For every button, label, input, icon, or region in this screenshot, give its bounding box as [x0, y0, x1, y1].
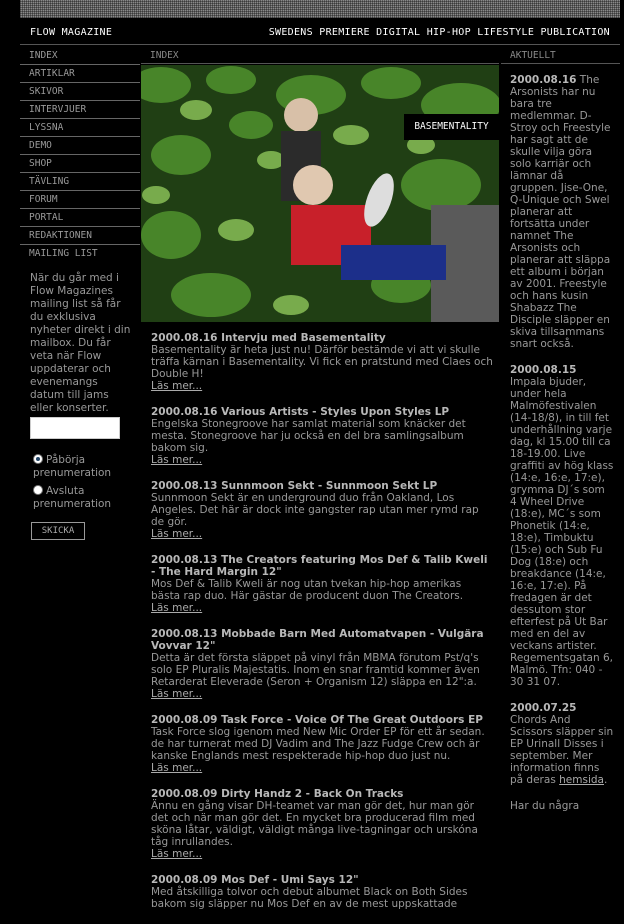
- read-more-link[interactable]: Läs mer...: [151, 380, 203, 392]
- unsubscribe-label: Avsluta prenumeration: [33, 485, 112, 510]
- read-more-link[interactable]: Läs mer...: [151, 602, 203, 614]
- article-title[interactable]: 2000.08.13 The Creators featuring Mos Def & Talib Kweli - The Hard Margin 12": [151, 554, 488, 578]
- article-summary: Med åtskilliga tolvor och debut albumet Black on Both Sides bakom sig släpper nu Mos Def en av de mest uppskattade: [151, 886, 468, 910]
- submit-button[interactable]: SKICKA: [31, 522, 85, 540]
- nav-item-forum[interactable]: FORUM: [20, 191, 140, 209]
- list-item: [151, 874, 493, 910]
- mailing-list-description: När du går med i Flow Magazines mailing list så får du exklusiva nyheter direkt i din mailbox. Du får veta när Flow uppdaterar och evenemangs datum till jams eller konserter.: [30, 272, 131, 414]
- article-title[interactable]: 2000.08.16 Intervju med Basementality: [151, 332, 386, 344]
- nav-item-shop[interactable]: SHOP: [20, 155, 140, 173]
- news-item: [510, 800, 614, 812]
- top-pattern-bar: [20, 0, 620, 18]
- nav-item-index[interactable]: INDEX: [20, 47, 140, 65]
- news-column: [510, 74, 614, 826]
- news-date: 2000.08.15: [510, 364, 577, 376]
- list-item: [151, 332, 493, 392]
- read-more-link[interactable]: Läs mer...: [151, 848, 203, 860]
- nav-item-skivor[interactable]: SKIVOR: [20, 83, 140, 101]
- list-item: [151, 480, 493, 540]
- feature-photo[interactable]: [141, 65, 499, 322]
- nav-item-redaktionen[interactable]: REDAKTIONEN: [20, 227, 140, 245]
- feature-photo-illustration: [141, 65, 499, 322]
- nav-item-tavling[interactable]: TÄVLING: [20, 173, 140, 191]
- nav-item-portal[interactable]: PORTAL: [20, 209, 140, 227]
- list-item: [151, 788, 493, 860]
- news-text: Har du några: [510, 800, 580, 812]
- list-item: [151, 406, 493, 466]
- read-more-link[interactable]: Läs mer...: [151, 688, 203, 700]
- site-header: [20, 24, 620, 45]
- news-item: [510, 74, 614, 350]
- article-title[interactable]: 2000.08.13 Sunnmoon Sekt - Sunnmoon Sekt LP: [151, 480, 438, 492]
- site-tagline: SWEDENS PREMIERE DIGITAL HIP-HOP LIFESTYLE PUBLICATION: [268, 27, 610, 38]
- news-text: Impala bjuder, under hela Malmöfestivalen (14-18/8), in till fet underhållning varje dag, kl 15.00 till ca 18-19.00. Live graffiti av hög klass (14:e, 16:e, 17:e), grymma DJ´s som 4 Wheel Drive (18:e), MC´s som Phonetik (14:e, 18:e), Timbuktu (15:e) och Sub Fu Dog (18:e) och breakdance (14:e, 16:e, 17:e). På fredagen är det dessutom stor efterfest på Ut Bar med en del av veckans artister. Regementsgatan 6, Malmö. Tfn: 040 - 30 31 07.: [510, 376, 614, 688]
- left-nav: [20, 47, 140, 262]
- news-text: The Arsonists har nu bara tre medlemmar. D-Stroy och Freestyle har sagt att de skulle vilja göra solo karriär och lämnar då gruppen. Jise-One, Q-Unique och Swel planerar att fortsätta under namnet The Arsonists och planerar att släppa ett album i början av 2001. Freestyle och hans kusin Shabazz The Disciple släpper en skiva tillsammans snart också.: [510, 74, 611, 350]
- subscribe-option[interactable]: [33, 454, 133, 480]
- center-heading: INDEX: [141, 47, 499, 64]
- news-item: [510, 364, 614, 688]
- article-summary: Detta är det första släppet på vinyl från MBMA förutom Pst/q's solo EP Pluralis Majestatis. Inom en snar framtid kommer även Retarderat Eleverade (Seron + Organism 12) släppa en 12":a.: [151, 652, 480, 688]
- article-title[interactable]: 2000.08.09 Mos Def - Umi Says 12": [151, 874, 359, 886]
- article-summary: Basementality är heta just nu! Därför bestämde vi att vi skulle träffa kärnan i Basementality. Vi fick en pratstund med Claes och Double H!: [151, 344, 493, 380]
- nav-item-artiklar[interactable]: ARTIKLAR: [20, 65, 140, 83]
- news-text: Chords And Scissors släpper sin EP Urinall Disses i september. Mer information finns på deras: [510, 714, 614, 786]
- email-field[interactable]: [30, 417, 120, 439]
- article-title[interactable]: 2000.08.16 Various Artists - Styles Upon Styles LP: [151, 406, 450, 418]
- site-title: FLOW MAGAZINE: [30, 27, 113, 38]
- subscribe-radio[interactable]: [33, 454, 43, 464]
- nav-item-lyssna[interactable]: LYSSNA: [20, 119, 140, 137]
- nav-item-demo[interactable]: DEMO: [20, 137, 140, 155]
- news-date: 2000.07.25: [510, 702, 577, 714]
- article-summary: Task Force slog igenom med New Mic Order EP för ett år sedan. de har turnerat med DJ Vadim and The Jazz Fudge Crew och är kanske Englands mest respekterade hip-hop duo just nu.: [151, 726, 485, 762]
- article-summary: Ännu en gång visar DH-teamet var man gör det, hur man gör det och när man gör det. En mycket bra producerad film med sköna låtar, väldigt, väldigt många live-tagningar och urskóna tåg inrullandes.: [151, 800, 478, 848]
- news-text-tail: .: [603, 774, 608, 786]
- unsubscribe-radio[interactable]: [33, 485, 43, 495]
- photo-caption: BASEMENTALITY: [404, 114, 499, 140]
- article-title[interactable]: 2000.08.13 Mobbade Barn Med Automatvapen - Vulgära Vovvar 12": [151, 628, 484, 652]
- article-title[interactable]: 2000.08.09 Dirty Handz 2 - Back On Tracks: [151, 788, 404, 800]
- list-item: [151, 714, 493, 774]
- article-summary: Engelska Stonegroove har samlat material som knäcker det mesta. Stonegroove har ju också en del bra samlingsalbum bakom sig.: [151, 418, 466, 454]
- read-more-link[interactable]: Läs mer...: [151, 528, 203, 540]
- read-more-link[interactable]: Läs mer...: [151, 454, 203, 466]
- news-date: 2000.08.16: [510, 74, 577, 86]
- news-heading: AKTUELLT: [501, 47, 620, 64]
- article-title[interactable]: 2000.08.09 Task Force - Voice Of The Great Outdoors EP: [151, 714, 483, 726]
- mailing-list-heading: MAILING LIST: [29, 248, 98, 259]
- list-item: [151, 628, 493, 700]
- nav-item-intervjuer[interactable]: INTERVJUER: [20, 101, 140, 119]
- article-summary: Mos Def & Talib Kweli är nog utan tvekan hip-hop amerikas bästa rap duo. Här gästar de producent duon The Creators.: [151, 578, 464, 602]
- subscribe-label: Påbörja prenumeration: [33, 454, 112, 479]
- news-item: [510, 702, 614, 786]
- article-summary: Sunnmoon Sekt är en underground duo från Oakland, Los Angeles. Det här är dock inte gangster rap utan mer rymd rap de gör.: [151, 492, 479, 528]
- read-more-link[interactable]: Läs mer...: [151, 762, 203, 774]
- list-item: [151, 554, 493, 614]
- homepage-link[interactable]: hemsida: [559, 774, 604, 786]
- article-list: [151, 332, 493, 924]
- unsubscribe-option[interactable]: [33, 485, 133, 511]
